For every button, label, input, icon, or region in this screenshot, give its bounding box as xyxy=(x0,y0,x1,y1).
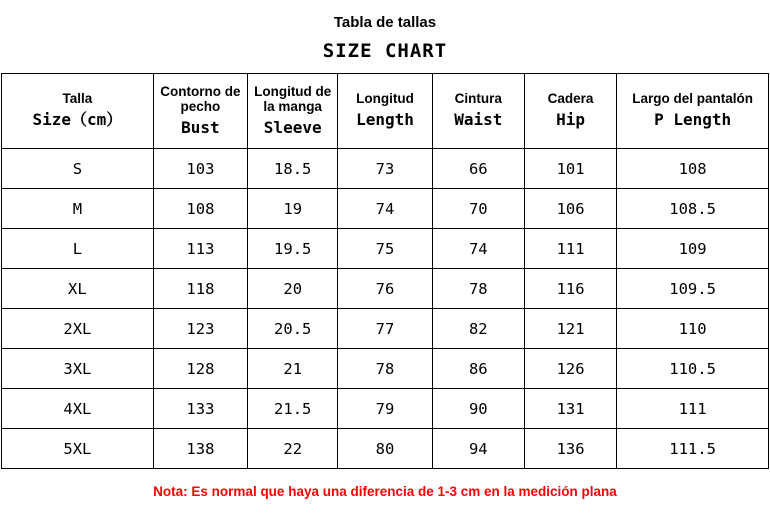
title-english: SIZE CHART xyxy=(322,40,448,62)
cell-waist: 86 xyxy=(432,349,524,389)
cell-hip: 106 xyxy=(524,189,616,229)
cell-waist: 70 xyxy=(432,189,524,229)
header-label-en: P Length xyxy=(654,110,732,129)
cell-length: 77 xyxy=(338,309,432,349)
table-row xyxy=(2,309,769,349)
cell-hip: 101 xyxy=(524,149,616,189)
header-cell-length xyxy=(338,74,432,149)
header-cell-waist xyxy=(432,74,524,149)
cell-length: 79 xyxy=(338,389,432,429)
cell-size: 3XL xyxy=(2,349,154,389)
cell-bust: 133 xyxy=(153,389,247,429)
cell-hip: 131 xyxy=(524,389,616,429)
header-cell-size xyxy=(2,74,154,149)
table-row xyxy=(2,389,769,429)
cell-waist: 90 xyxy=(432,389,524,429)
table-row xyxy=(2,149,769,189)
cell-waist: 78 xyxy=(432,269,524,309)
cell-p-length: 111 xyxy=(617,389,769,429)
cell-p-length: 109 xyxy=(617,229,769,269)
cell-hip: 121 xyxy=(524,309,616,349)
cell-hip: 116 xyxy=(524,269,616,309)
header-label-es: Largo del pantalón xyxy=(632,91,753,106)
measurement-note: Nota: Es normal que haya una diferencia de 1-3 cm en la medición plana xyxy=(153,484,617,499)
cell-p-length: 108 xyxy=(617,149,769,189)
cell-waist: 94 xyxy=(432,429,524,469)
cell-sleeve: 21.5 xyxy=(248,389,338,429)
header-label-en: Bust xyxy=(181,117,220,137)
cell-length: 80 xyxy=(338,429,432,469)
cell-sleeve: 20 xyxy=(248,269,338,309)
cell-bust: 103 xyxy=(153,149,247,189)
cell-length: 76 xyxy=(338,269,432,309)
cell-size: 4XL xyxy=(2,389,154,429)
cell-sleeve: 20.5 xyxy=(248,309,338,349)
size-chart-table xyxy=(1,73,769,469)
cell-length: 78 xyxy=(338,349,432,389)
cell-sleeve: 19.5 xyxy=(248,229,338,269)
header-row xyxy=(2,74,769,149)
cell-length: 74 xyxy=(338,189,432,229)
header-cell-bust xyxy=(153,74,247,149)
cell-size: XL xyxy=(2,269,154,309)
header-label-en: Waist xyxy=(454,110,503,129)
cell-p-length: 108.5 xyxy=(617,189,769,229)
cell-waist: 66 xyxy=(432,149,524,189)
cell-size: 5XL xyxy=(2,429,154,469)
header-cell-p-length xyxy=(617,74,769,149)
cell-size: 2XL xyxy=(2,309,154,349)
table-body xyxy=(2,149,769,469)
cell-waist: 74 xyxy=(432,229,524,269)
cell-p-length: 111.5 xyxy=(617,429,769,469)
cell-hip: 136 xyxy=(524,429,616,469)
cell-sleeve: 22 xyxy=(248,429,338,469)
header-label-en: Length xyxy=(356,110,414,129)
table-row xyxy=(2,269,769,309)
table-row xyxy=(2,349,769,389)
header-label-es: Contorno de pecho xyxy=(160,83,241,114)
header-label-es: Longitud de la manga xyxy=(254,83,332,114)
header-cell-sleeve xyxy=(248,74,338,149)
cell-sleeve: 19 xyxy=(248,189,338,229)
cell-p-length: 109.5 xyxy=(617,269,769,309)
header-label-es: Longitud xyxy=(356,91,414,106)
cell-bust: 118 xyxy=(153,269,247,309)
cell-bust: 138 xyxy=(153,429,247,469)
cell-size: L xyxy=(2,229,154,269)
cell-bust: 113 xyxy=(153,229,247,269)
cell-bust: 123 xyxy=(153,309,247,349)
cell-p-length: 110 xyxy=(617,309,769,349)
header-label-en: Sleeve xyxy=(263,117,322,137)
table-row xyxy=(2,189,769,229)
cell-p-length: 110.5 xyxy=(617,349,769,389)
table-header xyxy=(2,74,769,149)
header-label-es: Cintura xyxy=(454,91,502,106)
table-row xyxy=(2,429,769,469)
cell-bust: 128 xyxy=(153,349,247,389)
cell-size: M xyxy=(2,189,154,229)
cell-waist: 82 xyxy=(432,309,524,349)
title-block xyxy=(0,0,770,65)
cell-size: S xyxy=(2,149,154,189)
cell-sleeve: 21 xyxy=(248,349,338,389)
cell-length: 75 xyxy=(338,229,432,269)
header-label-en: Hip xyxy=(556,110,586,129)
cell-sleeve: 18.5 xyxy=(248,149,338,189)
cell-hip: 126 xyxy=(524,349,616,389)
header-cell-hip xyxy=(524,74,616,149)
header-label-es: Talla xyxy=(62,91,93,106)
title-spanish: Tabla de tallas xyxy=(333,14,437,31)
header-label-en: Size（cm） xyxy=(32,110,123,129)
cell-hip: 111 xyxy=(524,229,616,269)
table-row xyxy=(2,229,769,269)
cell-length: 73 xyxy=(338,149,432,189)
cell-bust: 108 xyxy=(153,189,247,229)
header-label-es: Cadera xyxy=(547,91,594,106)
